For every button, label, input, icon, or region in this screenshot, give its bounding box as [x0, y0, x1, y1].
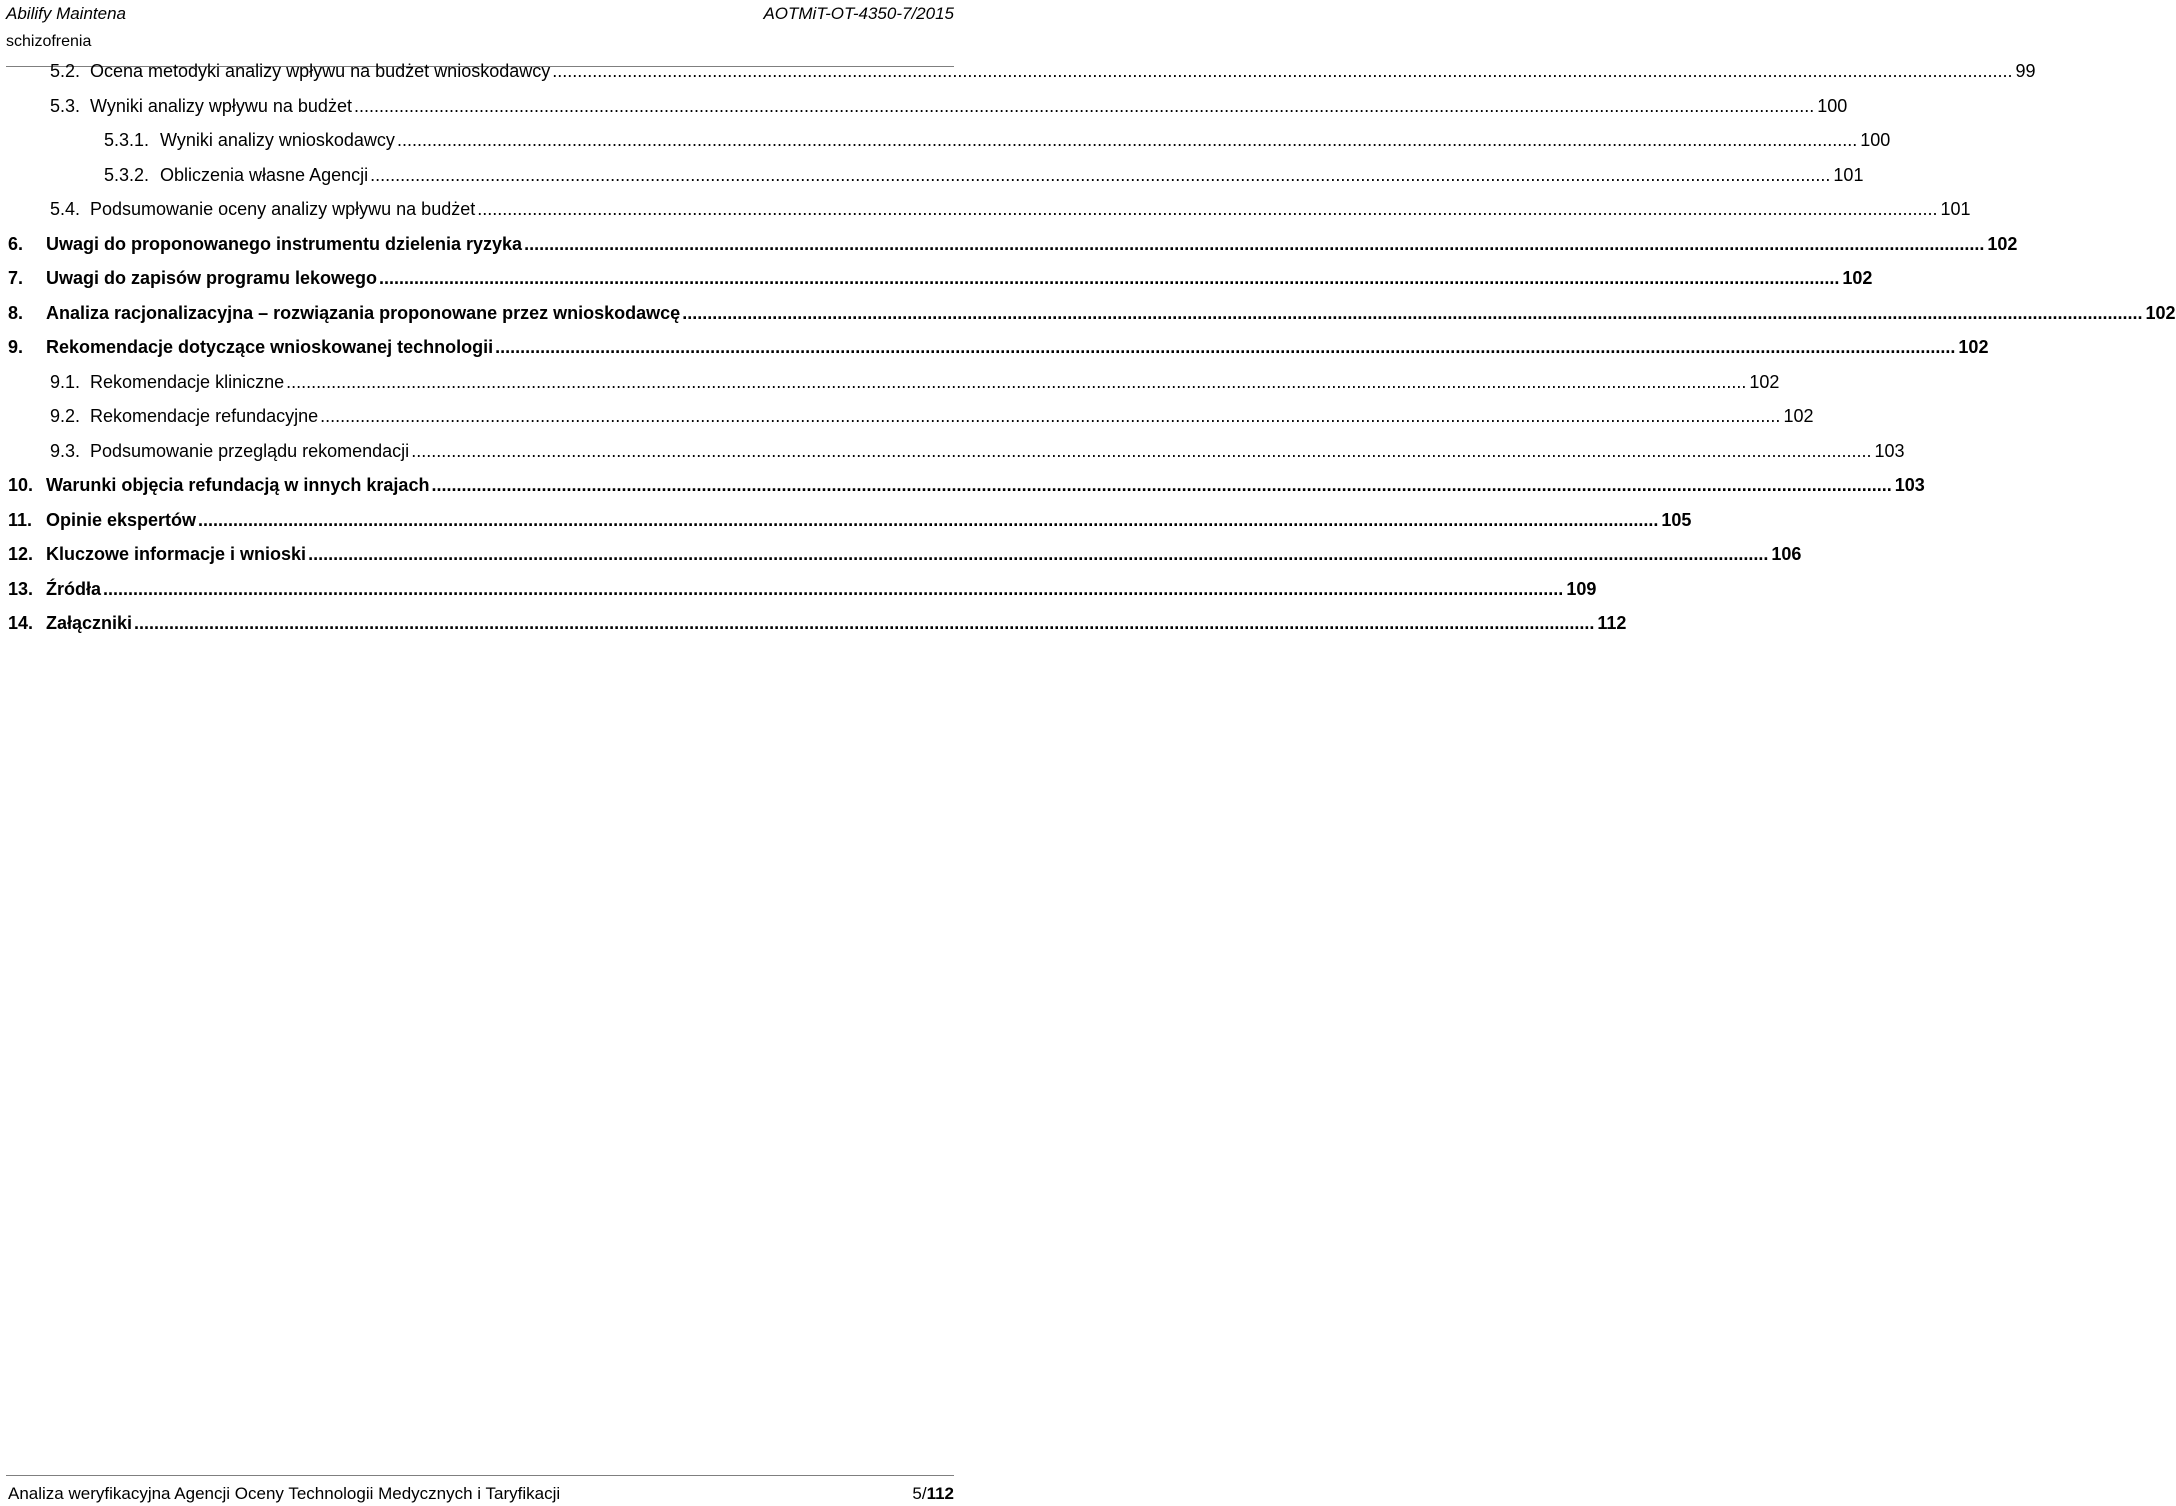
toc-entry-title: Obliczenia własne Agencji: [160, 164, 369, 185]
toc-entry-title: Ocena metodyki analizy wpływu na budżet wnioskodawcy: [90, 61, 551, 81]
toc-entry-title: Rekomendacje dotyczące wnioskowanej technologii: [46, 337, 494, 357]
toc-entry[interactable]: [8, 544, 1802, 578]
footer-page-total: 112: [926, 1484, 954, 1503]
toc-entry[interactable]: [8, 233, 2018, 268]
toc-entry-number: 10.: [8, 475, 34, 495]
toc-entry-title: Warunki objęcia refundacją w innych krajach: [46, 475, 430, 495]
toc-dot-leader: [379, 268, 1839, 289]
toc-dot-leader: [103, 579, 1563, 600]
toc-entry-page: 101: [1833, 164, 1864, 185]
toc-entry[interactable]: [8, 268, 1873, 302]
toc-entry-number: 13.: [8, 578, 34, 599]
toc-entry-page: 100: [1817, 95, 1848, 116]
toc-entry[interactable]: [8, 578, 1597, 613]
toc-entry-title: Załączniki: [46, 613, 133, 633]
toc-entry[interactable]: [104, 164, 1864, 199]
toc-entry-number: 8.: [8, 302, 24, 323]
toc-entry[interactable]: [50, 440, 1905, 475]
header-document-id: AOTMiT-OT-4350-7/2015: [763, 4, 954, 23]
toc-dot-leader: [198, 510, 1658, 531]
toc-entry-page: 102: [2145, 302, 2176, 323]
header-drug-name: Abilify Maintena: [6, 4, 127, 23]
toc-entry[interactable]: [50, 61, 2036, 95]
toc-entry-page: 102: [1958, 337, 1989, 357]
toc-entry[interactable]: [50, 95, 1848, 130]
toc-entry-number: 6.: [8, 233, 24, 254]
page-footer: [6, 1475, 954, 1506]
toc-dot-leader: [134, 613, 1594, 634]
toc-dot-leader: [320, 406, 1780, 427]
toc-dot-leader: [370, 165, 1830, 186]
toc-entry-page: 101: [1940, 199, 1971, 219]
toc-entry-title: Rekomendacje kliniczne: [90, 371, 285, 392]
footer-agency-name: Analiza weryfikacyjna Agencji Oceny Technologii Medycznych i Taryfikacji: [8, 1484, 561, 1503]
toc-entry-number: 9.3.: [50, 440, 81, 461]
toc-entry-page: 112: [1597, 613, 1627, 633]
toc-entry-number: 9.1.: [50, 371, 81, 392]
toc-entry-page: 102: [1749, 371, 1780, 392]
toc-dot-leader: [495, 337, 1955, 358]
toc-dot-leader: [397, 130, 1857, 151]
toc-entry-number: 5.2.: [50, 61, 81, 81]
toc-entry-title: Uwagi do proponowanego instrumentu dzielenia ryzyka: [46, 233, 523, 254]
toc-entry[interactable]: [8, 475, 1925, 509]
toc-dot-leader: [431, 475, 1891, 496]
toc-entry-title: Podsumowanie przeglądu rekomendacji: [90, 440, 410, 461]
toc-entry-number: 5.3.1.: [104, 130, 150, 150]
toc-dot-leader: [308, 544, 1768, 565]
toc-entry[interactable]: [50, 371, 1780, 406]
toc-entry-page: 102: [1987, 233, 2018, 254]
toc-dot-leader: [411, 441, 1871, 462]
toc-entry-title: Rekomendacje refundacyjne: [90, 406, 319, 426]
toc-dot-leader: [524, 234, 1984, 255]
toc-dot-leader: [682, 303, 2142, 324]
toc-entry-page: 105: [1661, 509, 1692, 530]
toc-entry-title: Wyniki analizy wnioskodawcy: [160, 130, 395, 150]
footer-page-current: 5: [912, 1484, 922, 1503]
toc-entry-number: 5.4.: [50, 199, 81, 219]
toc-entry-page: 106: [1771, 544, 1802, 564]
toc-dot-leader: [552, 61, 2012, 82]
toc-entry-title: Analiza racjonalizacyjna – rozwiązania proponowane przez wnioskodawcę: [46, 302, 681, 323]
toc-entry-number: 11.: [8, 509, 33, 530]
toc-entry[interactable]: [8, 337, 1989, 371]
toc-entry-title: Wyniki analizy wpływu na budżet: [90, 95, 352, 116]
footer-page-number: [912, 1484, 954, 1504]
toc-entry-title: Opinie ekspertów: [46, 509, 197, 530]
toc-entry-title: Kluczowe informacje i wnioski: [46, 544, 307, 564]
toc-entry-page: 102: [1842, 268, 1873, 288]
toc-entry-page: 102: [1783, 406, 1814, 426]
toc-entry-page: 100: [1860, 130, 1891, 150]
toc-entry-title: Źródła: [46, 578, 102, 599]
header-left: [6, 0, 126, 56]
toc-entry-title: Uwagi do zapisów programu lekowego: [46, 268, 378, 288]
toc-dot-leader: [477, 199, 1937, 220]
toc-entry[interactable]: [8, 509, 1692, 544]
toc-entry-page: 103: [1874, 440, 1905, 461]
toc-entry-number: 9.2.: [50, 406, 81, 426]
footer-page-separator: /: [921, 1484, 927, 1503]
toc-entry[interactable]: [104, 130, 1891, 164]
toc-entry-number: 12.: [8, 544, 34, 564]
toc-entry-number: 5.3.: [50, 95, 81, 116]
toc-dot-leader: [286, 372, 1746, 393]
toc-entry[interactable]: [8, 613, 1627, 647]
header-indication: schizofrenia: [6, 33, 92, 50]
toc-entry-number: 9.: [8, 337, 24, 357]
toc-entry-page: 109: [1566, 578, 1597, 599]
toc-entry-number: 5.3.2.: [104, 164, 150, 185]
toc-entry[interactable]: [50, 406, 1814, 440]
toc-entry-number: 14.: [8, 613, 34, 633]
page-header: [6, 0, 954, 67]
toc-entry[interactable]: [8, 302, 2176, 337]
toc-entry[interactable]: [50, 199, 1971, 233]
toc-dot-leader: [354, 96, 1814, 117]
toc-entry-number: 7.: [8, 268, 24, 288]
toc-entry-page: 99: [2015, 61, 2036, 81]
toc-entry-title: Podsumowanie oceny analizy wpływu na budżet: [90, 199, 476, 219]
toc-entry-page: 103: [1894, 475, 1925, 495]
